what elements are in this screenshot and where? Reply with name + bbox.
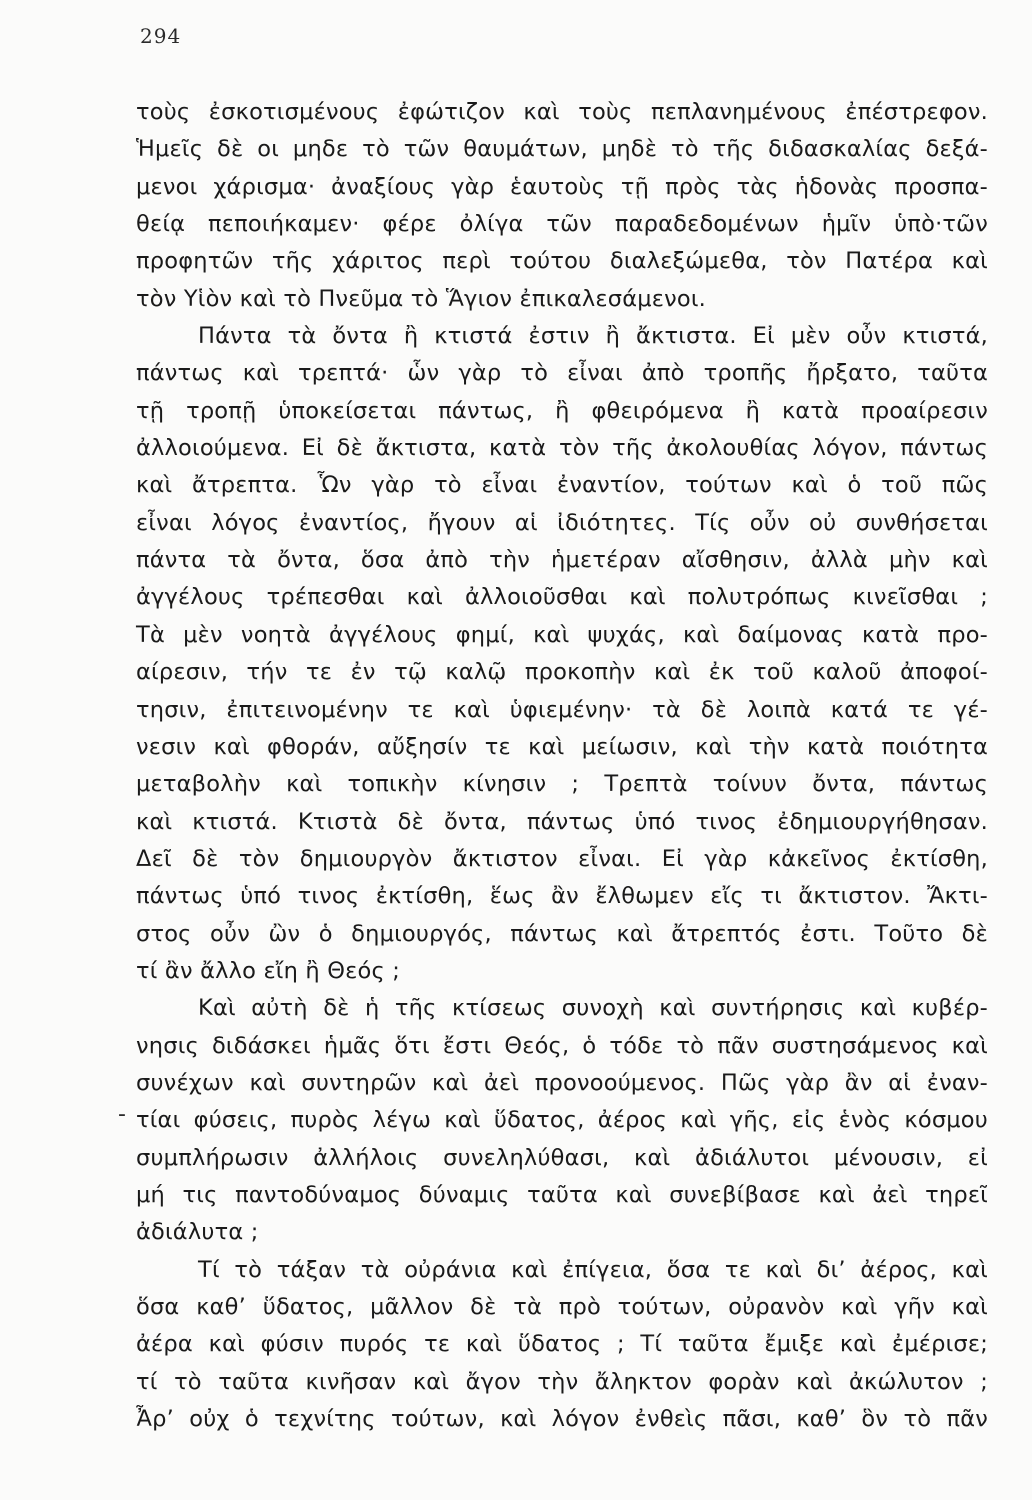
margin-mark: - (118, 1102, 126, 1127)
text-line: καὶ ἄτρεπτα. Ὧν γὰρ τὸ εἶναι ἐναντίον, τούτων καὶ ὁ τοῦ πῶς (136, 472, 988, 499)
text-line: Καὶ αὐτὴ δὲ ἡ τῆς κτίσεως συνοχὴ καὶ συντήρησις καὶ κυβέρ- (198, 995, 988, 1022)
text-line: τί τὸ ταῦτα κινῆσαν καὶ ἄγον τὴν ἄληκτον φορὰν καὶ ἀκώλυτον ; (136, 1368, 988, 1395)
text-line: τοὺς ἐσκοτισμένους ἐφώτιζον καὶ τοὺς πεπλανημένους ἐπέστρεφον. (136, 99, 988, 125)
text-line: μενοι χάρισμα· ἀναξίους γὰρ ἑαυτοὺς τῇ πρὸς τὰς ἡδονὰς προσπα- (136, 173, 988, 200)
text-line: ἀέρα καὶ φύσιν πυρός τε καὶ ὕδατος ; Τί ταῦτα ἔμιξε καὶ ἐμέρισε; (136, 1331, 988, 1358)
text-line: στος οὖν ὢν ὁ δημιουργός, πάντως καὶ ἄτρεπτός ἐστι. Τοῦτο δὲ (136, 920, 988, 947)
text-line: τῇ τροπῇ ὑποκείσεται πάντως, ἢ φθειρόμενα ἢ κατὰ προαίρεσιν (136, 397, 988, 424)
text-line: τίαι φύσεις, πυρὸς λέγω καὶ ὕδατος, ἀέρος καὶ γῆς, εἰς ἑνὸς κόσμου (136, 1107, 988, 1134)
body-text (136, 94, 988, 1438)
text-line: πάντα τὰ ὄντα, ὅσα ἀπὸ τὴν ἡμετέραν αἴσθησιν, ἀλλὰ μὴν καὶ (136, 547, 988, 574)
text-line: πάντως ὑπό τινος ἐκτίσθη, ἕως ἂν ἔλθωμεν εἴς τι ἄκτιστον. Ἄκτι- (136, 883, 988, 910)
text-line: Τί τὸ τάξαν τὰ οὐράνια καὶ ἐπίγεια, ὅσα τε καὶ δι’ ἀέρος, καὶ (198, 1256, 988, 1283)
text-line: πάντως καὶ τρεπτά· ὧν γὰρ τὸ εἶναι ἀπὸ τροπῆς ἤρξατο, ταῦτα (136, 360, 988, 387)
text-line: νεσιν καὶ φθοράν, αὔξησίν τε καὶ μείωσιν, καὶ τὴν κατὰ ποιότητα (136, 733, 988, 760)
text-line: τί ἂν ἄλλο εἴη ἢ Θεός ; (136, 957, 401, 984)
text-line: προφητῶν τῆς χάριτος περὶ τούτου διαλεξώμεθα, τὸν Πατέρα καὶ (136, 248, 988, 275)
text-line: Πάντα τὰ ὄντα ἢ κτιστά ἐστιν ἢ ἄκτιστα. Εἰ μὲν οὖν κτιστά, (198, 323, 988, 350)
text-line: ἀδιάλυτα ; (136, 1219, 259, 1246)
text-line: εἶναι λόγος ἐναντίος, ἤγουν αἱ ἰδιότητες. Τίς οὖν οὐ συνθήσεται (136, 509, 988, 536)
text-line: Ἆρ’ οὐχ ὁ τεχνίτης τούτων, καὶ λόγον ἐνθεὶς πᾶσι, καθ’ ὃν τὸ πᾶν (136, 1406, 988, 1433)
text-line: καὶ κτιστά. Κτιστὰ δὲ ὄντα, πάντως ὑπό τινος ἐδημιουργήθησαν. (136, 808, 988, 835)
text-line: συνέχων καὶ συντηρῶν καὶ ἀεὶ προνοούμενος. Πῶς γὰρ ἂν αἱ ἐναν- (136, 1069, 988, 1096)
text-line: τησιν, ἐπιτεινομένην τε καὶ ὑφιεμένην· τὰ δὲ λοιπὰ κατά τε γέ- (136, 696, 988, 723)
text-line: Ἡμεῖς δὲ οι μηδε τὸ τῶν θαυμάτων, μηδὲ τὸ τῆς διδασκαλίας δεξά- (136, 136, 988, 163)
text-line: συμπλήρωσιν ἀλλήλοις συνεληλύθασι, καὶ ἀδιάλυτοι μένουσιν, εἰ (136, 1144, 988, 1171)
text-line: ἀλλοιούμενα. Εἰ δὲ ἄκτιστα, κατὰ τὸν τῆς ἀκολουθίας λόγον, πάντως (136, 435, 988, 462)
text-line: μή τις παντοδύναμος δύναμις ταῦτα καὶ συνεβίβασε καὶ ἀεὶ τηρεῖ (136, 1181, 988, 1208)
text-line: αίρεσιν, τήν τε ἐν τῷ καλῷ προκοπὴν καὶ ἐκ τοῦ καλοῦ ἀποφοί- (136, 659, 988, 686)
text-line: ἀγγέλους τρέπεσθαι καὶ ἀλλοιοῦσθαι καὶ πολυτρόπως κινεῖσθαι ; (136, 584, 988, 611)
text-line: θείᾳ πεποιήκαμεν· φέρε ὀλίγα τῶν παραδεδομένων ἡμῖν ὑπὸ·τῶν (136, 211, 988, 238)
text-line: τὸν Υἱὸν καὶ τὸ Πνεῦμα τὸ Ἅγιον ἐπικαλεσάμενοι. (136, 285, 707, 312)
text-line: μεταβολὴν καὶ τοπικὴν κίνησιν ; Τρεπτὰ τοίνυν ὄντα, πάντως (136, 771, 988, 798)
page-number: 294 (140, 24, 182, 48)
text-line: Τὰ μὲν νοητὰ ἀγγέλους φημί, καὶ ψυχάς, καὶ δαίμονας κατὰ προ- (136, 621, 988, 648)
text-line: νησις διδάσκει ἡμᾶς ὅτι ἔστι Θεός, ὁ τόδε τὸ πᾶν συστησάμενος καὶ (136, 1032, 988, 1059)
text-line: ὅσα καθ’ ὕδατος, μᾶλλον δὲ τὰ πρὸ τούτων, οὐρανὸν καὶ γῆν καὶ (136, 1294, 988, 1320)
text-line: Δεῖ δὲ τὸν δημιουργὸν ἄκτιστον εἶναι. Εἰ γὰρ κἀκεῖνος ἐκτίσθη, (136, 845, 988, 872)
